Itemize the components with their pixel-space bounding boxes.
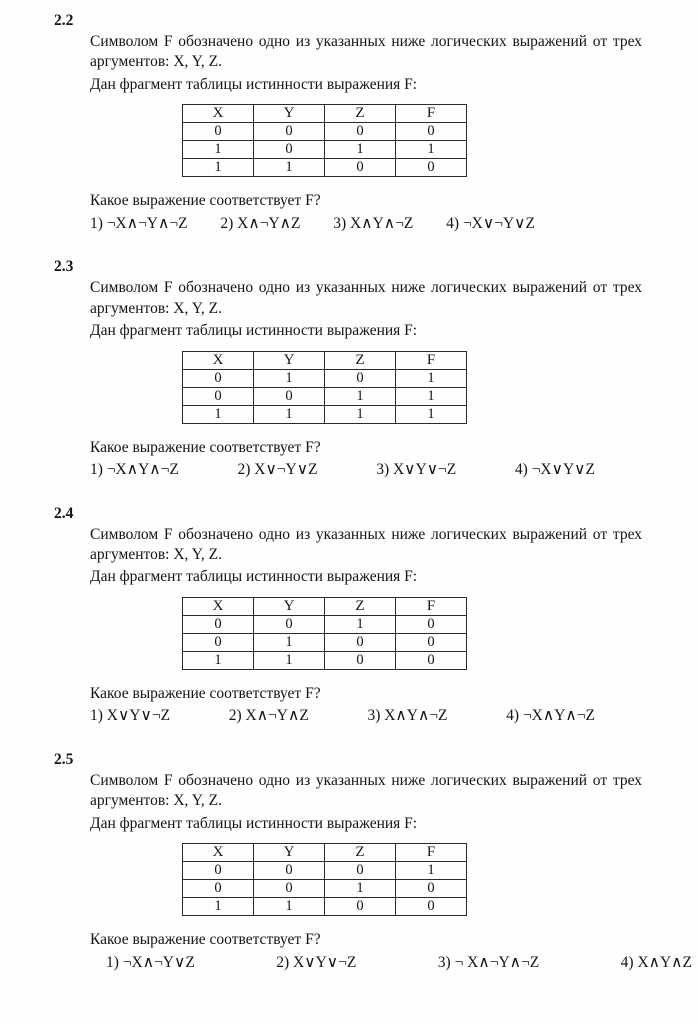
table-cell: 1 [183, 651, 254, 669]
table-row [183, 880, 467, 898]
table-header-cell: Y [254, 597, 325, 615]
answer-option: 2) X∧¬Y∧Z [228, 707, 309, 725]
table-cell: 1 [183, 141, 254, 159]
table-header-cell: Z [325, 844, 396, 862]
problem-number: 2.4 [54, 504, 74, 522]
table-cell: 0 [183, 369, 254, 387]
table-cell: 0 [183, 880, 254, 898]
problem-intro: Символом F обозначено одно из указанных ниже логических выражений от трех аргументов: X, Y, Z. [90, 279, 642, 317]
table-cell: 0 [325, 898, 396, 916]
table-cell: 0 [183, 862, 254, 880]
table-cell: 0 [325, 159, 396, 177]
table-header-cell: F [396, 844, 467, 862]
problem-intro: Символом F обозначено одно из указанных ниже логических выражений от трех аргументов: X, Y, Z. [90, 33, 642, 71]
table-header-cell: X [183, 351, 254, 369]
table-header-cell: Z [325, 105, 396, 123]
table-header-cell: Y [254, 351, 325, 369]
table-header-cell: Y [254, 844, 325, 862]
table-row [183, 651, 467, 669]
problem-section-2-3 [0, 258, 698, 480]
answer-option: 4) ¬X∧Y∧¬Z [506, 707, 595, 725]
table-cell: 1 [183, 898, 254, 916]
table-header-cell: Y [254, 105, 325, 123]
table-row [183, 405, 467, 423]
answer-option: 2) X∨Y∨¬Z [276, 953, 357, 971]
table-header-cell: X [183, 105, 254, 123]
table-cell: 0 [325, 862, 396, 880]
table-caption: Дан фрагмент таблицы истинности выражения F: [90, 75, 418, 93]
table-cell: 1 [254, 159, 325, 177]
table-cell: 1 [325, 405, 396, 423]
problem-intro: Символом F обозначено одно из указанных ниже логических выражений от трех аргументов: X, Y, Z. [90, 525, 642, 563]
table-row [183, 898, 467, 916]
question-text: Какое выражение соответствует F? [90, 192, 321, 210]
table-cell: 1 [325, 615, 396, 633]
truth-table [182, 351, 467, 424]
problem-section-2-2 [0, 12, 698, 234]
table-cell: 0 [325, 651, 396, 669]
table-row [183, 615, 467, 633]
table-cell: 0 [325, 369, 396, 387]
problem-section-2-5 [0, 751, 698, 973]
question-text: Какое выражение соответствует F? [90, 684, 321, 702]
table-cell: 1 [325, 387, 396, 405]
table-cell: 0 [325, 123, 396, 141]
table-cell: 0 [183, 615, 254, 633]
answer-option: 3) X∨Y∨¬Z [376, 461, 457, 479]
table-caption: Дан фрагмент таблицы истинности выражения F: [90, 322, 418, 340]
table-header-cell: F [396, 105, 467, 123]
table-cell: 0 [254, 123, 325, 141]
answer-option: 2) X∨¬Y∨Z [237, 461, 318, 479]
table-cell: 0 [396, 123, 467, 141]
table-header-row [183, 844, 467, 862]
table-header-cell: Z [325, 597, 396, 615]
table-cell: 1 [396, 405, 467, 423]
table-row [183, 387, 467, 405]
table-cell: 1 [325, 141, 396, 159]
question-text: Какое выражение соответствует F? [90, 438, 321, 456]
answer-options [106, 953, 692, 973]
table-header-row [183, 351, 467, 369]
table-cell: 0 [254, 615, 325, 633]
table-caption: Дан фрагмент таблицы истинности выражения F: [90, 814, 418, 832]
table-cell: 1 [254, 405, 325, 423]
table-cell: 1 [254, 898, 325, 916]
table-header-row [183, 105, 467, 123]
table-cell: 0 [254, 862, 325, 880]
table-header-cell: X [183, 597, 254, 615]
answer-options [90, 214, 535, 234]
table-cell: 0 [396, 159, 467, 177]
table-cell: 0 [396, 880, 467, 898]
truth-table [182, 843, 467, 916]
problem-body [90, 32, 642, 234]
table-cell: 0 [254, 880, 325, 898]
truth-table [182, 597, 467, 670]
table-cell: 0 [254, 141, 325, 159]
table-cell: 1 [254, 369, 325, 387]
table-cell: 0 [183, 633, 254, 651]
answer-options [90, 706, 595, 726]
table-row [183, 862, 467, 880]
table-cell: 0 [183, 123, 254, 141]
table-cell: 0 [396, 898, 467, 916]
table-header-row [183, 597, 467, 615]
table-header-cell: F [396, 597, 467, 615]
answer-option: 1) ¬X∧¬Y∧¬Z [90, 214, 188, 232]
table-row [183, 141, 467, 159]
problem-section-2-4 [0, 505, 698, 727]
table-cell: 1 [254, 633, 325, 651]
problem-intro: Символом F обозначено одно из указанных ниже логических выражений от трех аргументов: X, Y, Z. [90, 771, 642, 810]
table-cell: 1 [396, 141, 467, 159]
table-row [183, 633, 467, 651]
table-cell: 1 [396, 387, 467, 405]
table-caption: Дан фрагмент таблицы истинности выражения F: [90, 568, 418, 586]
problem-number: 2.2 [54, 12, 74, 29]
table-cell: 1 [254, 651, 325, 669]
table-cell: 0 [325, 633, 396, 651]
table-cell: 1 [183, 159, 254, 177]
table-cell: 0 [396, 615, 467, 633]
answer-option: 3) X∧Y∧¬Z [333, 214, 414, 232]
answer-option: 1) ¬X∧¬Y∨Z [106, 953, 195, 971]
table-header-cell: X [183, 844, 254, 862]
problem-body [90, 771, 692, 973]
problem-number: 2.5 [54, 750, 74, 768]
table-cell: 0 [183, 387, 254, 405]
answer-option: 4) ¬X∨¬Y∨Z [446, 214, 535, 232]
answer-option: 1) X∨Y∨¬Z [90, 707, 171, 725]
answer-option: 3) ¬ X∧¬Y∧¬Z [437, 953, 540, 971]
question-text: Какое выражение соответствует F? [90, 931, 321, 949]
table-row [183, 159, 467, 177]
answer-option: 2) X∧¬Y∧Z [220, 214, 301, 232]
table-cell: 0 [396, 633, 467, 651]
problem-number: 2.3 [54, 258, 74, 276]
answer-option: 4) X∧Y∧Z [620, 953, 692, 971]
problem-body [90, 525, 642, 727]
table-row [183, 123, 467, 141]
table-cell: 1 [183, 405, 254, 423]
truth-table [182, 104, 467, 177]
answer-option: 4) ¬X∨Y∨Z [514, 461, 595, 479]
table-cell: 0 [396, 651, 467, 669]
answer-option: 3) X∧Y∧¬Z [367, 707, 448, 725]
answer-option: 1) ¬X∧Y∧¬Z [90, 461, 179, 479]
answer-options [90, 460, 595, 480]
table-header-cell: Z [325, 351, 396, 369]
table-cell: 1 [396, 369, 467, 387]
problem-body [90, 278, 642, 480]
table-cell: 1 [325, 880, 396, 898]
table-cell: 0 [254, 387, 325, 405]
table-cell: 1 [396, 862, 467, 880]
table-header-cell: F [396, 351, 467, 369]
table-row [183, 369, 467, 387]
